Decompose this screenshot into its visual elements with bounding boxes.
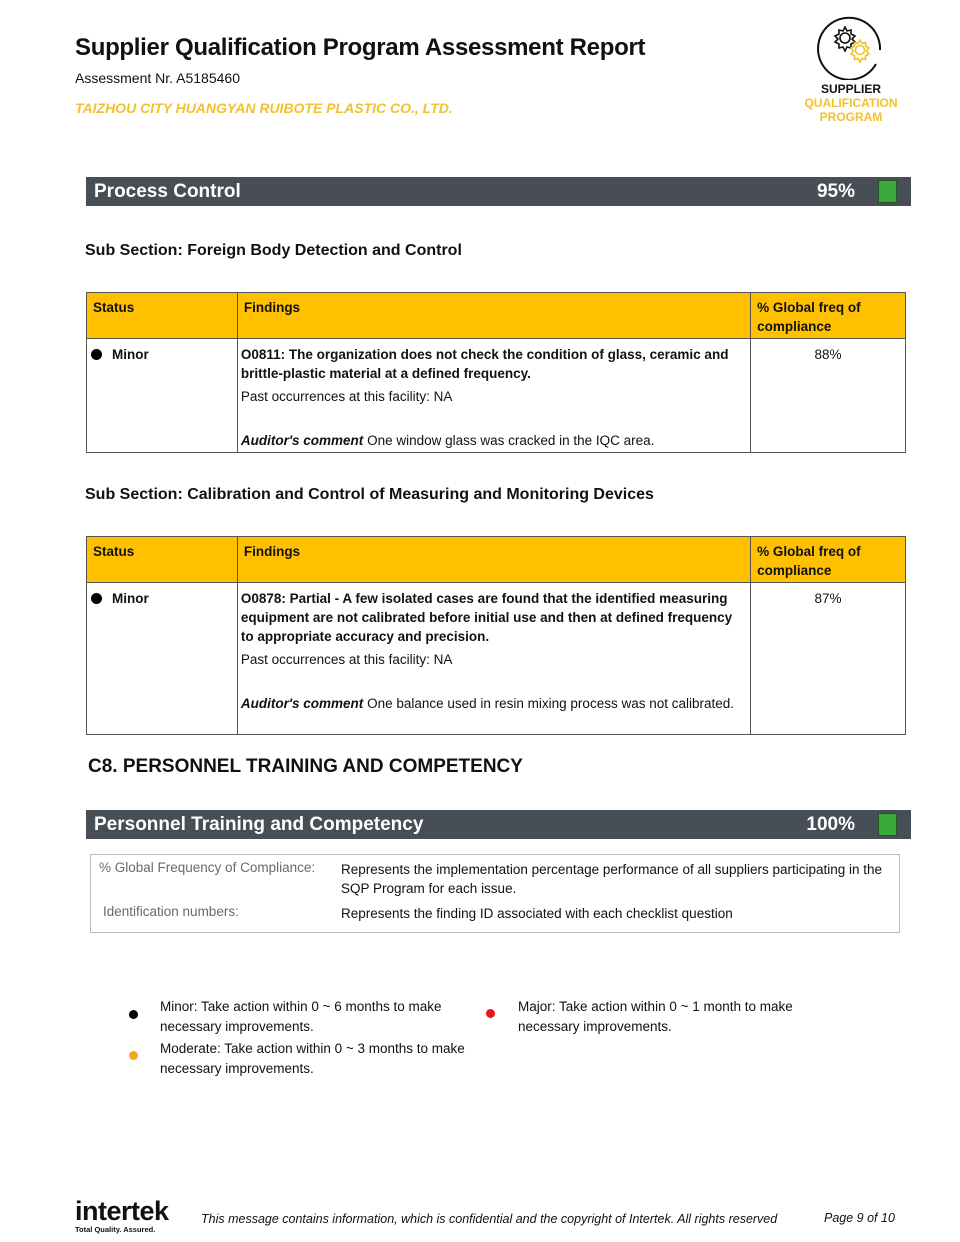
- logo-text-program: PROGRAM: [819, 110, 883, 124]
- company-name: TAIZHOU CITY HUANGYAN RUIBOTE PLASTIC CO., LTD.: [75, 100, 453, 116]
- chapter-title: C8. PERSONNEL TRAINING AND COMPETENCY: [88, 756, 523, 777]
- finding-text: O0811: The organization does not check the condition of glass, ceramic and brittle-plastic material at a defined frequency.: [240, 347, 729, 381]
- section-bar-personnel-training: [86, 810, 911, 839]
- auditor-comment-text: One window glass was cracked in the IQC area.: [363, 433, 655, 448]
- auditor-comment-label: Auditor's comment: [240, 696, 364, 711]
- intertek-tagline: Total Quality. Assured.: [75, 1225, 156, 1234]
- table-row: [87, 339, 906, 453]
- major-dot-icon: [486, 1009, 495, 1018]
- past-occurrences: Past occurrences at this facility: NA: [240, 652, 453, 667]
- column-header-findings: Findings: [237, 537, 750, 583]
- intertek-wordmark: intertek: [75, 1196, 169, 1226]
- moderate-dot-icon: [129, 1051, 138, 1060]
- status-label: Minor: [112, 347, 149, 362]
- auditor-comment: [241, 694, 747, 713]
- global-freq-cell: 88%: [751, 339, 906, 453]
- findings-table-calibration: [86, 536, 906, 735]
- table-header-row: [87, 537, 906, 583]
- assessment-number: Assessment Nr. A5185460: [75, 70, 240, 86]
- global-freq-cell: 87%: [751, 583, 906, 735]
- section-title: Process Control: [94, 181, 241, 202]
- section-title: Personnel Training and Competency: [94, 814, 424, 835]
- legend-moderate: Moderate: Take action within 0 ~ 3 months to make necessary improvements.: [160, 1041, 465, 1076]
- column-header-findings: Findings: [237, 293, 750, 339]
- table-header-row: [87, 293, 906, 339]
- legend-minor: Minor: Take action within 0 ~ 6 months to make necessary improvements.: [160, 999, 442, 1034]
- auditor-comment-text: One balance used in resin mixing process was not calibrated.: [363, 696, 735, 711]
- report-title: Supplier Qualification Program Assessment Report: [75, 34, 646, 61]
- column-header-global-freq: % Global freq of compliance: [751, 293, 906, 339]
- gears-icon: [814, 14, 888, 80]
- logo-text-qualification: QUALIFICATION: [804, 96, 898, 110]
- status-indicator-green: [878, 180, 897, 203]
- column-header-status: Status: [87, 537, 238, 583]
- section-score: 100%: [806, 814, 855, 835]
- subsection-title-foreign-body: Sub Section: Foreign Body Detection and Control: [85, 242, 462, 259]
- finding-text: O0878: Partial - A few isolated cases are found that the identified measuring equipment are not calibrated before initial use and then at defined frequency to appropriate accuracy and precision.: [240, 591, 733, 644]
- findings-cell: [237, 339, 750, 453]
- findings-cell: [237, 583, 750, 735]
- definitions-box: [90, 854, 900, 933]
- column-header-global-freq: % Global freq of compliance: [751, 537, 906, 583]
- subsection-title-calibration: Sub Section: Calibration and Control of Measuring and Monitoring Devices: [85, 486, 654, 503]
- findings-table-foreign-body: [86, 292, 906, 453]
- logo-text-supplier: SUPPLIER: [820, 82, 881, 96]
- auditor-comment-label: Auditor's comment: [240, 433, 364, 448]
- minor-dot-icon: [91, 593, 102, 604]
- status-indicator-green: [878, 813, 897, 836]
- past-occurrences: Past occurrences at this facility: NA: [240, 389, 453, 404]
- page-number: Page 9 of 10: [824, 1211, 895, 1225]
- status-cell: [87, 583, 238, 735]
- column-header-status: Status: [87, 293, 238, 339]
- minor-dot-icon: [129, 1010, 138, 1019]
- status-label: Minor: [112, 591, 149, 606]
- definition-text: Represents the finding ID associated with each checklist question: [341, 906, 733, 921]
- definition-label: % Global Frequency of Compliance:: [99, 860, 316, 875]
- minor-dot-icon: [91, 349, 102, 360]
- auditor-comment: [241, 431, 747, 450]
- intertek-logo: [75, 1198, 169, 1234]
- status-cell: [87, 339, 238, 453]
- sqp-logo: [796, 14, 906, 124]
- table-row: [87, 583, 906, 735]
- legend-major: Major: Take action within 0 ~ 1 month to make necessary improvements.: [518, 999, 793, 1034]
- section-bar-process-control: [86, 177, 911, 206]
- definition-label: Identification numbers:: [103, 904, 239, 919]
- section-score: 95%: [816, 181, 855, 202]
- definition-text: Represents the implementation percentage performance of all suppliers participating in the SQP Program for each issue.: [341, 862, 883, 896]
- confidentiality-note: This message contains information, which is confidential and the copyright of Intertek. All rights reserved: [201, 1212, 778, 1226]
